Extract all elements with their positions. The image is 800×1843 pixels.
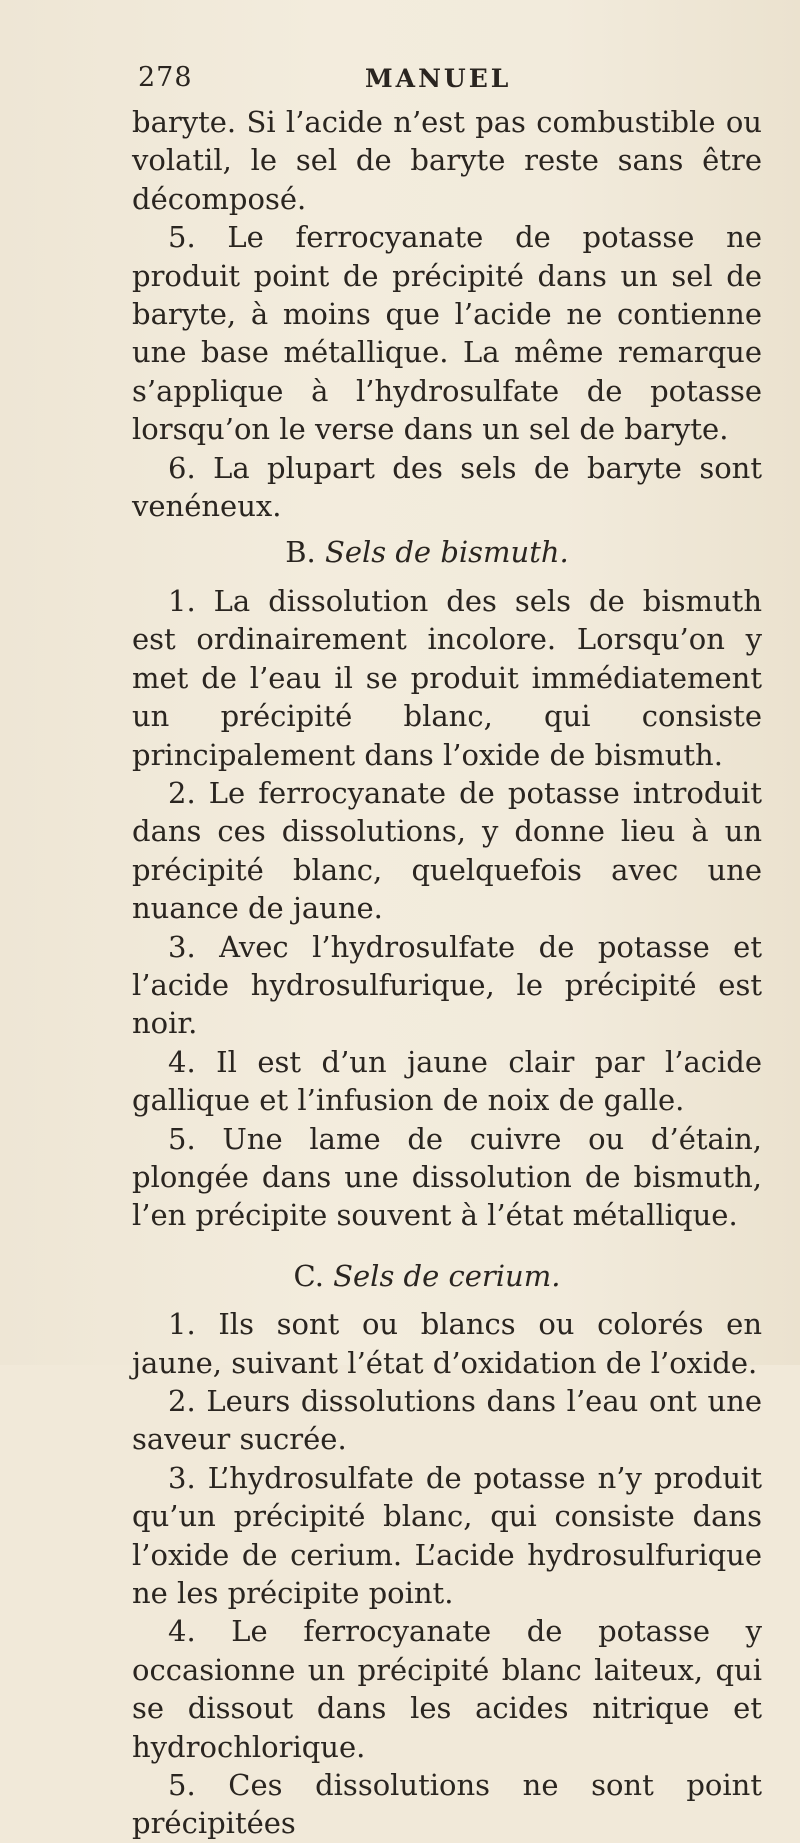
paragraph-cerium-3: 3. L’hydrosulfate de potasse n’y produit qu’un précipité blanc, qui consiste dans l’oxide de cerium. L’acide hydrosulfurique ne les précipite point.	[132, 1460, 762, 1611]
paragraph-cerium-5: 5. Ces dissolutions ne sont point précipitées	[132, 1768, 762, 1841]
section-spacer	[132, 1235, 762, 1249]
paragraph-cerium-4: 4. Le ferrocyanate de potasse y occasionne un précipité blanc laiteux, qui se dissout dans les acides nitrique et hydrochlorique.	[132, 1614, 762, 1764]
section-title-cerium: Sels de cerium.	[333, 1258, 561, 1293]
paragraph-bismuth-1: 1. La dissolution des sels de bismuth est ordinairement incolore. Lorsqu’on y met de l’eau il se produit immédiatement un précipité blanc, qui consiste principalement dans l’oxide de bismuth.	[132, 583, 762, 772]
paragraph-baryte-5: 5. Le ferrocyanate de potasse ne produit point de précipité dans un sel de baryte, à moins que l’acide ne contienne une base métallique. La même remarque s’applique à l’hydrosulfate de potasse lorsqu’on le verse dans un sel de baryte.	[132, 220, 762, 447]
running-title: MANUEL	[365, 64, 512, 93]
page-number: 278	[138, 62, 193, 93]
paragraph-intro: baryte. Si l’acide n’est pas combustible ou volatil, le sel de baryte reste sans être décomposé.	[132, 105, 762, 216]
paragraph-bismuth-3: 3. Avec l’hydrosulfate de potasse et l’acide hydrosulfurique, le précipité est noir.	[132, 929, 762, 1041]
section-letter-b: B.	[285, 535, 316, 570]
section-heading-bismuth	[132, 533, 762, 571]
section-heading-cerium	[132, 1257, 762, 1295]
section-title-bismuth: Sels de bismuth.	[324, 535, 569, 570]
paragraph-cerium-2: 2. Leurs dissolutions dans l’eau ont une saveur sucrée.	[132, 1384, 762, 1457]
paragraph-bismuth-2: 2. Le ferrocyanate de potasse introduit dans ces dissolutions, y donne lieu à un précipité blanc, quelquefois avec une nuance de jaune.	[132, 775, 762, 926]
paragraph-bismuth-4: 4. Il est d’un jaune clair par l’acide gallique et l’infusion de noix de galle.	[132, 1044, 762, 1118]
section-letter-c: C.	[293, 1258, 324, 1293]
page-header	[138, 62, 778, 102]
paragraph-bismuth-5: 5. Une lame de cuivre ou d’étain, plongée dans une dissolution de bismuth, l’en précipite souvent à l’état métallique.	[132, 1121, 762, 1233]
paragraph-baryte-6: 6. La plupart des sels de baryte sont venéneux.	[132, 450, 762, 524]
paragraph-cerium-1: 1. Ils sont ou blancs ou colorés en jaune, suivant l’état d’oxidation de l’oxide.	[132, 1307, 762, 1380]
body-text	[132, 103, 762, 1843]
